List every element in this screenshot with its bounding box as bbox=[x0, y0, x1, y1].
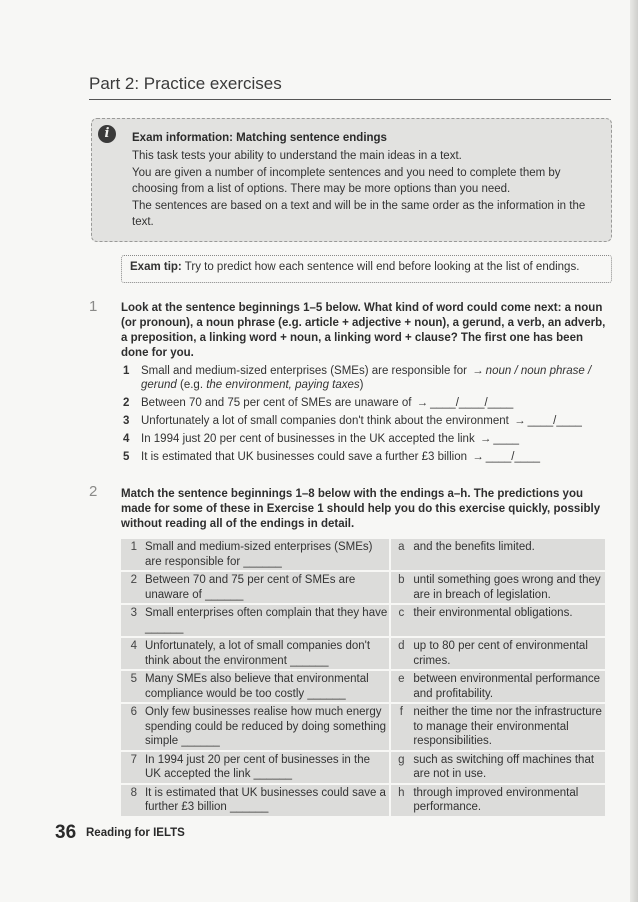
sentence-ending: through improved environmental performance. bbox=[411, 785, 605, 818]
ending-letter: a bbox=[391, 539, 411, 572]
book-title: Reading for IELTS bbox=[86, 827, 185, 839]
item-answer-example: the environment, paying taxes bbox=[206, 379, 360, 391]
sentence-beginning: Many SMEs also believe that environmental compliance would be too costly ______ bbox=[143, 671, 391, 704]
list-item bbox=[121, 396, 610, 410]
exercise-instruction: Match the sentence beginnings 1–8 below with the endings a–h. The predictions you made for some of these in Exercise 1 should help you do this exercise quickly, possibly without reading all of the endings in detail. bbox=[121, 488, 601, 530]
item-text: In 1994 just 20 per cent of businesses in the UK accepted the link bbox=[141, 433, 475, 445]
table-row bbox=[121, 638, 605, 671]
table-row bbox=[121, 752, 605, 785]
sentence-ending: their environmental obligations. bbox=[411, 605, 605, 638]
item-text: Small and medium-sized enterprises (SMEs) are responsible for bbox=[141, 365, 467, 377]
sentence-ending: until something goes wrong and they are in breach of legislation. bbox=[411, 572, 605, 605]
item-answer: noun / noun phrase / gerund bbox=[141, 365, 592, 391]
exam-information-box bbox=[91, 118, 612, 242]
beginning-number: 7 bbox=[121, 752, 143, 785]
arrow-icon: → bbox=[472, 451, 484, 463]
ending-letter: d bbox=[391, 638, 411, 671]
answer-blanks: ____/____/____ bbox=[430, 397, 514, 409]
exam-information-paragraph: The sentences are based on a text and will be in the same order as the information in the text. bbox=[132, 200, 586, 228]
sentence-ending: neither the time nor the infrastructure to manage their environmental responsibilities. bbox=[411, 704, 605, 752]
sentence-ending: between environmental performance and profitability. bbox=[411, 671, 605, 704]
exercise-instruction: Look at the sentence beginnings 1–5 below. What kind of word could come next: a noun (or pronoun), a noun phrase (e.g. article + adjective + noun), a gerund, a verb, an adverb, a preposition, a linking word + noun, a linking word + clause? The first one has been done for you. bbox=[121, 302, 606, 359]
answer-blanks: ____/____ bbox=[527, 415, 582, 427]
beginning-number: 5 bbox=[121, 671, 143, 704]
beginning-number: 8 bbox=[121, 785, 143, 818]
title-rule bbox=[89, 99, 611, 100]
arrow-icon: → bbox=[416, 397, 429, 409]
ending-letter: c bbox=[391, 605, 411, 638]
arrow-icon: → bbox=[514, 415, 526, 427]
info-icon: i bbox=[98, 125, 116, 143]
sentence-beginning: Small enterprises often complain that they have ______ bbox=[143, 605, 391, 638]
list-item bbox=[121, 450, 610, 464]
beginning-number: 4 bbox=[121, 638, 143, 671]
exam-tip-text bbox=[130, 261, 579, 273]
item-number: 4 bbox=[123, 433, 130, 445]
exam-tip-label: Exam tip: bbox=[130, 261, 182, 273]
sentence-beginning: Unfortunately, a lot of small companies don't think about the environment ______ bbox=[143, 638, 391, 671]
beginning-number: 3 bbox=[121, 605, 143, 638]
ending-letter: e bbox=[391, 671, 411, 704]
sentence-ending: such as switching off machines that are not in use. bbox=[411, 752, 605, 785]
ending-letter: b bbox=[391, 572, 411, 605]
exam-tip-box bbox=[121, 255, 612, 283]
arrow-icon: → bbox=[472, 365, 484, 377]
arrow-icon: → bbox=[479, 433, 492, 445]
answer-blanks: ____ bbox=[493, 433, 520, 445]
list-item bbox=[121, 364, 610, 392]
exam-information-text bbox=[132, 131, 594, 232]
exercise-number: 2 bbox=[89, 483, 98, 500]
table-row bbox=[121, 704, 605, 752]
ending-letter: h bbox=[391, 785, 411, 818]
exercise1-list bbox=[121, 364, 610, 468]
sentence-ending: and the benefits limited. bbox=[411, 539, 605, 572]
sentence-beginning: In 1994 just 20 per cent of businesses in the UK accepted the link ______ bbox=[143, 752, 391, 785]
exam-information-paragraph: This task tests your ability to understand the main ideas in a text. bbox=[132, 149, 462, 162]
exam-information-heading: Exam information: Matching sentence endings bbox=[132, 132, 387, 144]
answer-blanks: ____/____ bbox=[485, 451, 541, 463]
sentence-ending: up to 80 per cent of environmental crimes. bbox=[411, 638, 605, 671]
page-title: Part 2: Practice exercises bbox=[89, 74, 282, 93]
table-row bbox=[121, 539, 605, 572]
item-number: 5 bbox=[123, 451, 130, 463]
matching-table bbox=[121, 539, 605, 818]
item-text: Between 70 and 75 per cent of SMEs are unaware of bbox=[141, 397, 412, 409]
ending-letter: f bbox=[391, 704, 411, 752]
beginning-number: 1 bbox=[121, 539, 143, 572]
item-answer-example-suffix: ) bbox=[359, 379, 364, 391]
list-item bbox=[121, 432, 610, 446]
table-row bbox=[121, 605, 605, 638]
item-number: 3 bbox=[123, 415, 130, 427]
page-edge-shadow bbox=[630, 0, 638, 902]
item-text: Unfortunately a lot of small companies don't think about the environment bbox=[141, 415, 509, 427]
exam-information-paragraph: You are given a number of incomplete sentences and you need to complete them by choosing from a list of options. There may be more options than you need. bbox=[132, 167, 561, 195]
exam-tip-body: Try to predict how each sentence will end before looking at the list of endings. bbox=[184, 261, 580, 273]
page-number: 36 bbox=[55, 822, 77, 843]
table-row bbox=[121, 671, 605, 704]
list-item bbox=[121, 414, 610, 428]
exercise-number: 1 bbox=[89, 298, 98, 315]
item-answer-example-prefix: (e.g. bbox=[176, 379, 207, 391]
sentence-beginning: It is estimated that UK businesses could save a further £3 billion ______ bbox=[143, 785, 391, 818]
sentence-beginning: Small and medium-sized enterprises (SMEs) are responsible for ______ bbox=[143, 539, 391, 572]
beginning-number: 6 bbox=[121, 704, 143, 752]
beginning-number: 2 bbox=[121, 572, 143, 605]
sentence-beginning: Between 70 and 75 per cent of SMEs are unaware of ______ bbox=[143, 572, 391, 605]
sentence-beginning: Only few businesses realise how much energy spending could be reduced by doing something simple ______ bbox=[143, 704, 391, 752]
table-row bbox=[121, 785, 605, 818]
item-number: 1 bbox=[123, 365, 130, 377]
item-number: 2 bbox=[123, 397, 130, 409]
ending-letter: g bbox=[391, 752, 411, 785]
item-text: It is estimated that UK businesses could save a further £3 billion bbox=[141, 451, 468, 463]
table-row bbox=[121, 572, 605, 605]
